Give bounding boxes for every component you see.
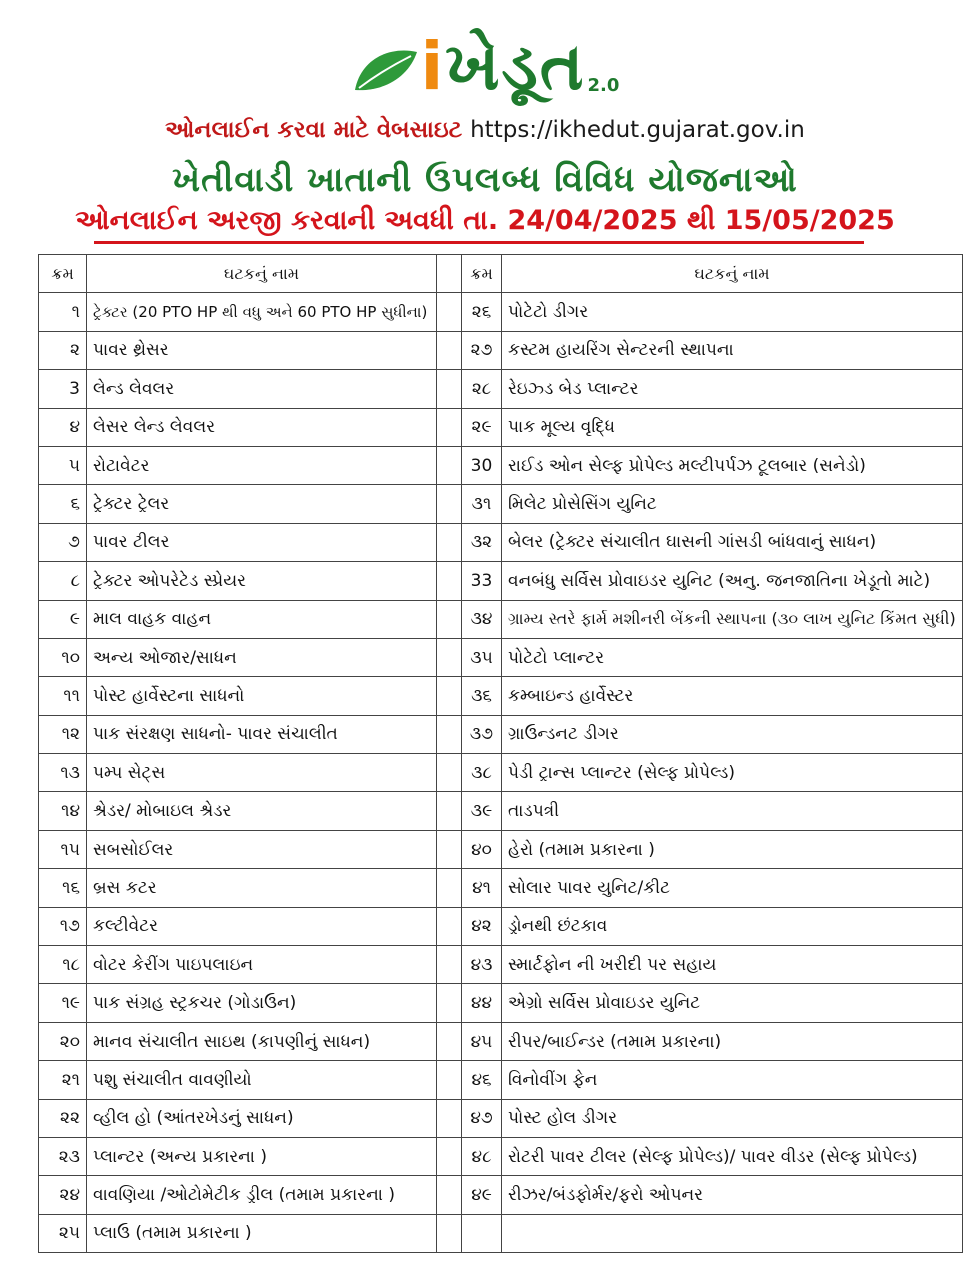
column-gap [437, 1061, 462, 1099]
scheme-serial-left: ૨૧ [39, 1061, 87, 1099]
table-row [39, 1137, 963, 1175]
scheme-serial-right: ૪૨ [462, 907, 502, 945]
scheme-name-left: વાવણિયા /ઓટોમેટીક ડ્રીલ (તમામ પ્રકારના ) [87, 1176, 437, 1214]
scheme-name-left: શ્રેડર/ મોબાઇલ શ્રેડર [87, 792, 437, 830]
column-gap [437, 446, 462, 484]
scheme-serial-left: ૧ [39, 293, 87, 331]
scheme-name-left: વોટર કેરીંગ પાઇપલાઇન [87, 946, 437, 984]
scheme-name-left: પશુ સંચાલીત વાવણીયો [87, 1061, 437, 1099]
scheme-name-right: તાડપત્રી [502, 792, 963, 830]
scheme-name-right: પોટેટો પ્લાન્ટર [502, 638, 963, 676]
logo-version: 2.0 [587, 75, 620, 96]
column-gap [437, 984, 462, 1022]
header-name-right: ઘટકનું નામ [502, 255, 963, 293]
column-gap [437, 523, 462, 561]
table-row [39, 1214, 963, 1252]
column-gap [437, 677, 462, 715]
column-gap [437, 792, 462, 830]
scheme-serial-left: ૧૧ [39, 677, 87, 715]
scheme-serial-left: ૧૮ [39, 946, 87, 984]
date-underline [94, 241, 864, 244]
column-gap [437, 715, 462, 753]
table-row [39, 869, 963, 907]
column-gap [437, 562, 462, 600]
scheme-serial-right: ૪૬ [462, 1061, 502, 1099]
table-row [39, 523, 963, 561]
scheme-serial-right: ૪૮ [462, 1137, 502, 1175]
table-row [39, 1099, 963, 1137]
table-row [39, 1176, 963, 1214]
scheme-serial-right: ૩૮ [462, 754, 502, 792]
scheme-serial-left: ૨૫ [39, 1214, 87, 1252]
table-row [39, 754, 963, 792]
column-gap [437, 1099, 462, 1137]
column-gap [437, 1214, 462, 1252]
scheme-name-left: ટ્રેક્ટર (20 PTO HP થી વધુ અને 60 PTO HP સુધીના) [87, 293, 437, 331]
scheme-name-right: પોટેટો ડીગર [502, 293, 963, 331]
column-gap [437, 408, 462, 446]
scheme-serial-left: 3 [39, 370, 87, 408]
scheme-name-left: પોસ્ટ હાર્વેસ્ટના સાધનો [87, 677, 437, 715]
header-serial-left: ક્રમ [39, 255, 87, 293]
scheme-name-left: વ્હીલ હો (આંતરખેડનું સાધન) [87, 1099, 437, 1137]
page-title: ખેતીવાડી ખાતાની ઉપલબ્ધ વિવિધ યોજનાઓ [172, 160, 798, 200]
scheme-name-right [502, 1214, 963, 1252]
table-row [39, 715, 963, 753]
table-row [39, 1022, 963, 1060]
header-serial-right: ક્રમ [462, 255, 502, 293]
scheme-name-left: માલ વાહક વાહન [87, 600, 437, 638]
table-row [39, 485, 963, 523]
scheme-serial-right: ૩૭ [462, 715, 502, 753]
application-period: ઓનલાઈન અરજી કરવાની અવધી તા. 24/04/2025 થી 15/05/2025 [75, 205, 895, 236]
column-gap [437, 754, 462, 792]
scheme-serial-right: 33 [462, 562, 502, 600]
header-name-left: ઘટકનું નામ [87, 255, 437, 293]
scheme-name-left: લેસર લેન્ડ લેવલર [87, 408, 437, 446]
column-gap [437, 331, 462, 369]
scheme-serial-left: ૨૪ [39, 1176, 87, 1214]
scheme-name-right: ગ્રાઉન્ડનટ ડીગર [502, 715, 963, 753]
scheme-name-left: અન્ય ઓજાર/સાધન [87, 638, 437, 676]
website-line [0, 117, 970, 143]
table-row [39, 830, 963, 868]
scheme-name-right: પેડી ટ્રાન્સ પ્લાન્ટર (સેલ્ફ પ્રોપેલ્ડ) [502, 754, 963, 792]
scheme-serial-right: ૪૯ [462, 1176, 502, 1214]
scheme-name-left: પ્લાન્ટર (અન્ય પ્રકારના ) [87, 1137, 437, 1175]
scheme-name-left: કલ્ટીવેટર [87, 907, 437, 945]
scheme-serial-left: ૬ [39, 485, 87, 523]
scheme-serial-right: ૪૦ [462, 830, 502, 868]
scheme-name-right: રીપર/બાઈન્ડર (તમામ પ્રકારના) [502, 1022, 963, 1060]
scheme-serial-right: ૩૪ [462, 600, 502, 638]
scheme-name-left: બ્રસ કટર [87, 869, 437, 907]
logo-i: i [420, 28, 446, 105]
scheme-name-left: લેન્ડ લેવલર [87, 370, 437, 408]
scheme-name-right: વનબંધુ સર્વિસ પ્રોવાઇડર યુનિટ (અનુ. જનજાતિના ખેડૂતો માટે) [502, 562, 963, 600]
scheme-name-left: પાક સંરક્ષણ સાધનો- પાવર સંચાલીત [87, 715, 437, 753]
scheme-serial-left: ૧૦ [39, 638, 87, 676]
table-row [39, 1061, 963, 1099]
scheme-name-right: રેઇઝ્ડ બેડ પ્લાન્ટર [502, 370, 963, 408]
scheme-serial-left: ૨૦ [39, 1022, 87, 1060]
scheme-serial-left: ૧૭ [39, 907, 87, 945]
column-gap [437, 293, 462, 331]
scheme-serial-left: ૨૩ [39, 1137, 87, 1175]
scheme-serial-left: ૧૬ [39, 869, 87, 907]
scheme-name-left: પ્લાઉ (તમામ પ્રકારના ) [87, 1214, 437, 1252]
scheme-serial-right: ૨૭ [462, 331, 502, 369]
scheme-serial-right: ૨૬ [462, 293, 502, 331]
scheme-name-right: મિલેટ પ્રોસેસિંગ યુનિટ [502, 485, 963, 523]
table-row [39, 562, 963, 600]
table-row [39, 792, 963, 830]
scheme-name-right: વિનોવીંગ ફેન [502, 1061, 963, 1099]
website-url[interactable]: https://ikhedut.gujarat.gov.in [470, 117, 805, 143]
scheme-serial-left: ૨ [39, 331, 87, 369]
scheme-name-right: બેલર (ટ્રેક્ટર સંચાલીત ઘાસની ગાંસડી બાંધવાનું સાધન) [502, 523, 963, 561]
scheme-name-left: પાક સંગ્રહ સ્ટ્રકચર (ગોડાઉન) [87, 984, 437, 1022]
scheme-name-left: પાવર ટીલર [87, 523, 437, 561]
scheme-serial-right: ૨૯ [462, 408, 502, 446]
scheme-name-left: પાવર થ્રેસર [87, 331, 437, 369]
scheme-name-right: કસ્ટમ હાયરિંગ સેન્ટરની સ્થાપના [502, 331, 963, 369]
scheme-serial-right: ૩૨ [462, 523, 502, 561]
scheme-serial-left: ૧૯ [39, 984, 87, 1022]
column-gap [437, 1137, 462, 1175]
scheme-serial-left: ૧૪ [39, 792, 87, 830]
scheme-serial-right: ૪૧ [462, 869, 502, 907]
scheme-serial-right: ૩૬ [462, 677, 502, 715]
scheme-name-right: હેરો (તમામ પ્રકારના ) [502, 830, 963, 868]
scheme-name-left: સબસોઈલર [87, 830, 437, 868]
scheme-serial-right: ૪૫ [462, 1022, 502, 1060]
scheme-serial-right: ૪૪ [462, 984, 502, 1022]
column-gap [437, 255, 462, 293]
scheme-serial-right [462, 1214, 502, 1252]
scheme-name-right: પોસ્ટ હોલ ડીગર [502, 1099, 963, 1137]
leaf-icon [351, 40, 421, 100]
column-gap [437, 600, 462, 638]
scheme-name-right: સોલાર પાવર યુનિટ/કીટ [502, 869, 963, 907]
scheme-name-right: ગ્રામ્ય સ્તરે ફાર્મ મશીનરી બેંકની સ્થાપના (૩૦ લાખ યુનિટ કિંમત સુધી) [502, 600, 963, 638]
scheme-serial-left: ૪ [39, 408, 87, 446]
scheme-serial-right: ૨૮ [462, 370, 502, 408]
scheme-serial-right: ૩૧ [462, 485, 502, 523]
scheme-serial-left: ૨૨ [39, 1099, 87, 1137]
scheme-name-left: માનવ સંચાલીત સાઇથ (કાપણીનું સાધન) [87, 1022, 437, 1060]
scheme-name-right: પાક મૂલ્ય વૃદ્ધિ [502, 408, 963, 446]
column-gap [437, 946, 462, 984]
column-gap [437, 638, 462, 676]
scheme-table [38, 254, 963, 1253]
scheme-serial-left: ૧૫ [39, 830, 87, 868]
column-gap [437, 1176, 462, 1214]
ikhedut-logo [0, 22, 970, 112]
scheme-serial-left: ૧૨ [39, 715, 87, 753]
scheme-serial-left: ૧૩ [39, 754, 87, 792]
scheme-name-left: પમ્પ સેટ્સ [87, 754, 437, 792]
scheme-name-right: રાઈડ ઓન સેલ્ફ પ્રોપેલ્ડ મલ્ટીપર્પઝ ટૂલબાર (સનેડો) [502, 446, 963, 484]
table-row [39, 408, 963, 446]
table-header-row [39, 255, 963, 293]
scheme-serial-right: 30 [462, 446, 502, 484]
scheme-serial-right: ૪૭ [462, 1099, 502, 1137]
table-row [39, 984, 963, 1022]
scheme-name-right: રીઝર/બંડફોર્મર/ફરો ઓપનર [502, 1176, 963, 1214]
column-gap [437, 830, 462, 868]
scheme-serial-left: ૫ [39, 446, 87, 484]
table-row [39, 600, 963, 638]
scheme-serial-left: ૮ [39, 562, 87, 600]
column-gap [437, 907, 462, 945]
table-row [39, 907, 963, 945]
table-row [39, 331, 963, 369]
scheme-name-left: રોટાવેટર [87, 446, 437, 484]
website-label: ઓનલાઈન કરવા માટે વેબસાઇટ [165, 117, 463, 143]
table-row [39, 446, 963, 484]
scheme-name-left: ટ્રેક્ટર ટ્રેલર [87, 485, 437, 523]
scheme-serial-left: ૭ [39, 523, 87, 561]
logo-brand-text: ખેડૂત [445, 28, 586, 105]
column-gap [437, 869, 462, 907]
scheme-name-right: સ્માર્ટફોન ની ખરીદી પર સહાય [502, 946, 963, 984]
scheme-name-left: ટ્રેક્ટર ઓપરેટેડ સ્પ્રેયર [87, 562, 437, 600]
scheme-serial-right: ૪૩ [462, 946, 502, 984]
table-row [39, 946, 963, 984]
scheme-serial-left: ૯ [39, 600, 87, 638]
scheme-name-right: કમ્બાઇન્ડ હાર્વેસ્ટર [502, 677, 963, 715]
column-gap [437, 485, 462, 523]
scheme-serial-right: ૩૯ [462, 792, 502, 830]
scheme-name-right: રોટરી પાવર ટીલર (સેલ્ફ પ્રોપેલ્ડ)/ પાવર વીડર (સેલ્ફ પ્રોપેલ્ડ) [502, 1137, 963, 1175]
table-row [39, 293, 963, 331]
table-row [39, 370, 963, 408]
column-gap [437, 370, 462, 408]
scheme-name-right: એગ્રો સર્વિસ પ્રોવાઇડર યુનિટ [502, 984, 963, 1022]
scheme-serial-right: ૩૫ [462, 638, 502, 676]
table-row [39, 677, 963, 715]
table-row [39, 638, 963, 676]
scheme-name-right: ડ્રોનથી છંટકાવ [502, 907, 963, 945]
column-gap [437, 1022, 462, 1060]
